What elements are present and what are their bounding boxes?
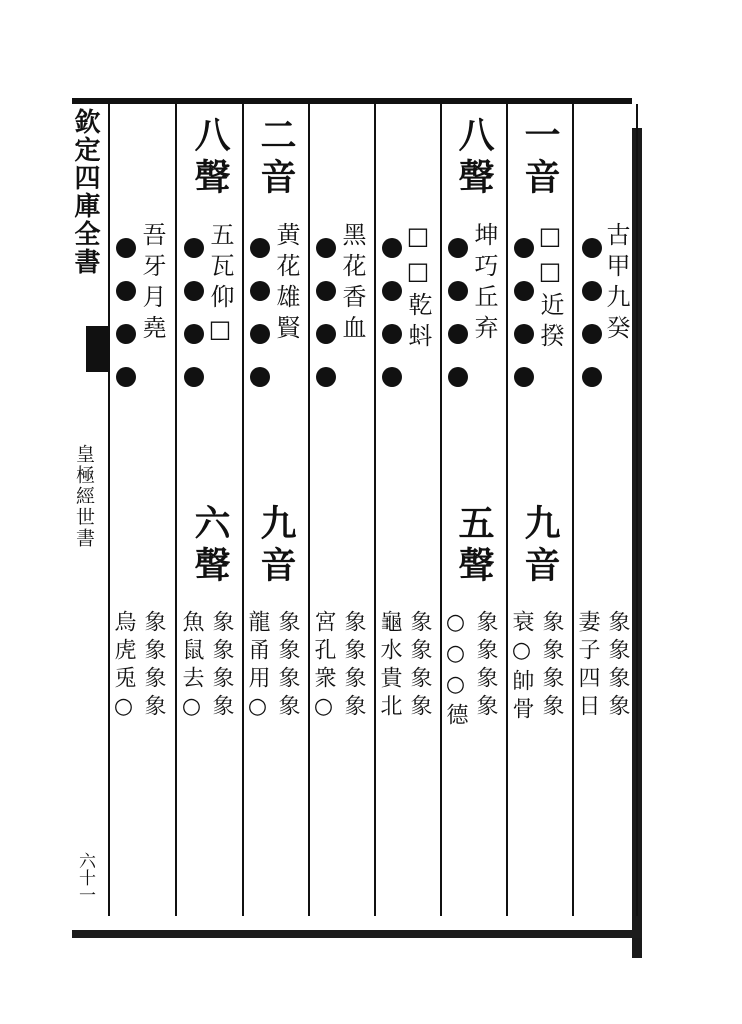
column-rule bbox=[440, 104, 442, 916]
lower-text: 象象象象 bbox=[473, 610, 498, 722]
lower-text: 象象象象 bbox=[209, 610, 234, 722]
dot-icon bbox=[448, 367, 468, 387]
dot-icon bbox=[382, 281, 402, 301]
dot-column bbox=[582, 236, 602, 389]
dot-icon bbox=[316, 367, 336, 387]
column-heading: 八聲 bbox=[453, 116, 495, 200]
dot-icon bbox=[448, 281, 468, 301]
dot-column bbox=[514, 236, 534, 389]
table-column bbox=[510, 112, 572, 912]
lower-heading: 六聲 bbox=[189, 504, 231, 588]
dot-icon bbox=[448, 238, 468, 258]
column-rule bbox=[506, 104, 508, 916]
table-column bbox=[378, 112, 440, 912]
column-text: 吾牙月堯 bbox=[138, 222, 166, 346]
table-column bbox=[246, 112, 308, 912]
column-rule bbox=[242, 104, 244, 916]
column-rule bbox=[175, 104, 177, 916]
lower-text-2: 烏虎兎○ bbox=[111, 610, 136, 725]
lower-text-2: 衰○帥骨 bbox=[509, 610, 534, 725]
lower-heading: 九音 bbox=[255, 504, 297, 588]
lower-text-2: 宮孔衆○ bbox=[311, 610, 336, 725]
column-rule bbox=[374, 104, 376, 916]
table-column bbox=[180, 112, 242, 912]
dot-icon bbox=[514, 324, 534, 344]
dot-icon bbox=[116, 324, 136, 344]
dot-icon bbox=[316, 238, 336, 258]
dot-icon bbox=[116, 238, 136, 258]
dot-icon bbox=[184, 238, 204, 258]
series-title: 欽定四庫全書 bbox=[70, 108, 100, 276]
fishtail-mark bbox=[86, 326, 110, 372]
column-heading: 八聲 bbox=[189, 116, 231, 200]
lower-text-2: 妻子四日 bbox=[575, 610, 600, 722]
dot-icon bbox=[448, 324, 468, 344]
lower-text: 象象象象 bbox=[539, 610, 564, 722]
column-text: 古甲九癸 bbox=[602, 222, 630, 346]
frame-top-border bbox=[72, 98, 632, 104]
column-text: 黑花香血 bbox=[338, 222, 366, 346]
dot-column bbox=[448, 236, 468, 389]
dot-icon bbox=[250, 238, 270, 258]
lower-heading: 九音 bbox=[519, 504, 561, 588]
page-number: 六十一 bbox=[75, 852, 95, 903]
dot-icon bbox=[514, 367, 534, 387]
dot-column bbox=[316, 236, 336, 389]
table-column bbox=[444, 112, 506, 912]
dot-column bbox=[250, 236, 270, 389]
dot-icon bbox=[582, 324, 602, 344]
lower-text: 象象象象 bbox=[407, 610, 432, 722]
table-column bbox=[312, 112, 374, 912]
lower-text-2: 魚鼠去○ bbox=[179, 610, 204, 725]
dot-icon bbox=[582, 238, 602, 258]
dot-icon bbox=[116, 281, 136, 301]
lower-text-2: 龜水貴北 bbox=[377, 610, 402, 722]
table-column bbox=[576, 112, 638, 912]
dot-icon bbox=[316, 324, 336, 344]
column-text: □□乾蚪 bbox=[404, 222, 432, 354]
book-title: 皇極經世書 bbox=[73, 444, 95, 549]
dot-icon bbox=[382, 324, 402, 344]
dot-icon bbox=[514, 281, 534, 301]
column-text: 黄花雄賢 bbox=[272, 222, 300, 346]
dot-icon bbox=[316, 281, 336, 301]
dot-icon bbox=[514, 238, 534, 258]
dot-column bbox=[184, 236, 204, 389]
table-column bbox=[112, 112, 174, 912]
page-edge bbox=[72, 104, 102, 924]
lower-text: 象象象象 bbox=[275, 610, 300, 722]
dot-icon bbox=[184, 281, 204, 301]
column-rule bbox=[572, 104, 574, 916]
lower-heading: 五聲 bbox=[453, 504, 495, 588]
dot-icon bbox=[382, 238, 402, 258]
dot-column bbox=[116, 236, 136, 389]
frame-bottom-border bbox=[72, 930, 642, 938]
dot-icon bbox=[250, 367, 270, 387]
column-heading: 二音 bbox=[255, 116, 297, 200]
column-text: □□近揆 bbox=[536, 222, 564, 354]
lower-text-2: 龍甬用○ bbox=[245, 610, 270, 725]
dot-icon bbox=[582, 367, 602, 387]
dot-icon bbox=[184, 367, 204, 387]
dot-icon bbox=[184, 324, 204, 344]
column-text: 五瓦仰□ bbox=[206, 222, 234, 350]
dot-icon bbox=[116, 367, 136, 387]
column-rule bbox=[108, 104, 110, 916]
lower-text: 象象象象 bbox=[341, 610, 366, 722]
dot-icon bbox=[582, 281, 602, 301]
column-heading: 一音 bbox=[519, 116, 561, 200]
column-rule bbox=[308, 104, 310, 916]
lower-text-2: ○○○德 bbox=[443, 610, 468, 731]
column-text: 坤巧丘弃 bbox=[470, 222, 498, 346]
dot-icon bbox=[382, 367, 402, 387]
lower-text: 象象象象 bbox=[605, 610, 630, 722]
dot-icon bbox=[250, 281, 270, 301]
dot-icon bbox=[250, 324, 270, 344]
lower-text: 象象象象 bbox=[141, 610, 166, 722]
dot-column bbox=[382, 236, 402, 389]
